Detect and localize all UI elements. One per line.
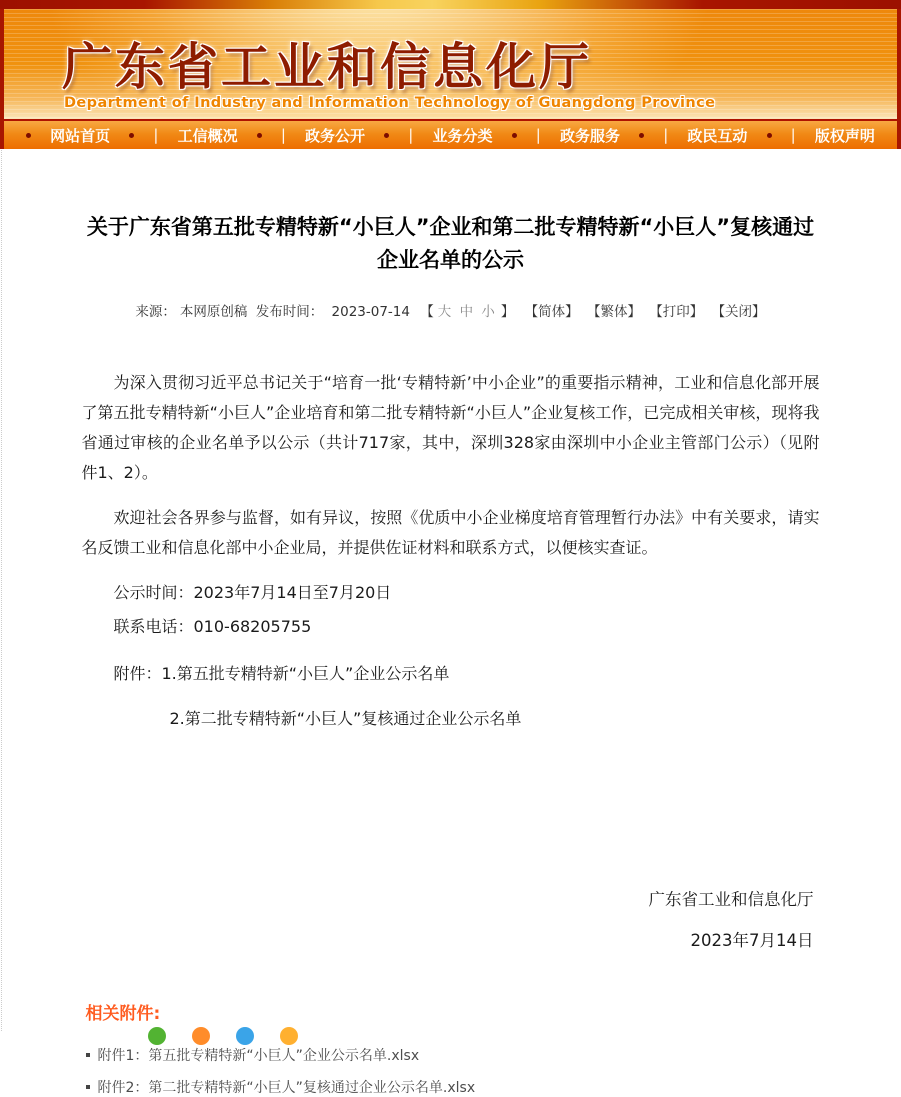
share-icon[interactable] xyxy=(148,1027,166,1045)
paragraph-1: 为深入贯彻习近平总书记关于“培育一批‘专精特新’中小企业”的重要指示精神，工业和信息化部开展了第五批专精特新“小巨人”企业培育和第二批专精特新“小巨人”企业复核工作，已完成相关审核，现将我省通过审核的企业名单予以公示（共计717家，其中，深圳328家由深圳中小企业主管部门公示）（见附件1、2）。 xyxy=(81,373,820,482)
paragraph-2: 欢迎社会各界参与监督，如有异议，按照《优质中小企业梯度培育管理暂行办法》中有关要求，请实名反馈工业和信息化部中小企业局，并提供佐证材料和联系方式，以便核实查证。 xyxy=(81,508,820,557)
share-buttons-row xyxy=(148,1027,298,1045)
nav-dot-icon xyxy=(129,133,134,138)
close-button[interactable]: 【关闭】 xyxy=(711,304,766,320)
meta-date-value: 2023-07-14 xyxy=(331,304,410,320)
attachment-line-2: 2.第二批专精特新“小巨人”复核通过企业公示名单 xyxy=(169,709,522,728)
left-edge-bar xyxy=(0,9,4,149)
attachment-file-1[interactable]: 附件1：第五批专精特新“小巨人”企业公示名单.xlsx xyxy=(97,1048,420,1064)
site-header xyxy=(0,0,901,149)
traditional-button[interactable]: 【繁体】 xyxy=(586,304,641,320)
attachment-link-1[interactable] xyxy=(86,1045,820,1065)
nav-dot-icon xyxy=(384,133,389,138)
meta-source-value: 本网原创稿 xyxy=(179,304,248,320)
font-size-options[interactable]: 大 中 小 xyxy=(437,304,497,320)
main-nav xyxy=(0,119,901,149)
article-meta xyxy=(82,300,820,320)
signature-block xyxy=(82,886,820,951)
font-size-switcher[interactable] xyxy=(418,304,516,320)
publicity-period: 公示时间：2023年7月14日至7月20日 xyxy=(113,583,392,602)
print-button[interactable]: 【打印】 xyxy=(649,304,704,320)
nav-item-home[interactable]: 网站首页 xyxy=(50,126,111,145)
nav-separator: | xyxy=(663,126,669,144)
nav-separator: | xyxy=(153,126,159,144)
share-icon[interactable] xyxy=(280,1027,298,1045)
nav-item-gov-affairs[interactable]: 政务公开 xyxy=(305,126,366,145)
nav-dot-icon xyxy=(639,133,644,138)
nav-item-interaction[interactable]: 政民互动 xyxy=(687,126,748,145)
nav-dot-icon xyxy=(26,133,31,138)
nav-separator: | xyxy=(408,126,414,144)
site-banner xyxy=(0,9,901,119)
nav-separator: | xyxy=(535,126,541,144)
nav-item-business[interactable]: 业务分类 xyxy=(432,126,493,145)
nav-dot-icon xyxy=(512,133,517,138)
related-attachments-list xyxy=(86,1045,820,1097)
nav-dot-icon xyxy=(767,133,772,138)
right-edge-bar xyxy=(897,9,901,149)
attachment-link-2[interactable] xyxy=(86,1077,820,1097)
nav-dot-icon xyxy=(257,133,262,138)
nav-separator: | xyxy=(790,126,796,144)
nav-item-copyright[interactable]: 版权声明 xyxy=(814,126,875,145)
bracket-open: 【 xyxy=(420,304,434,320)
nav-separator: | xyxy=(280,126,286,144)
nav-item-overview[interactable]: 工信概况 xyxy=(177,126,238,145)
attachment-line-1: 附件：1.第五批专精特新“小巨人”企业公示名单 xyxy=(113,664,450,683)
related-attachments xyxy=(82,999,820,1097)
article-content xyxy=(82,211,820,1097)
meta-source-label: 来源： xyxy=(135,304,176,320)
simplified-button[interactable]: 【简体】 xyxy=(524,304,579,320)
signature-department: 广东省工业和信息化厅 xyxy=(648,890,814,909)
article-title: 关于广东省第五批专精特新“小巨人”企业和第二批专精特新“小巨人”复核通过企业名单的公示 xyxy=(86,215,815,272)
page-left-dotted-edge xyxy=(1,150,2,1031)
top-gradient-strip xyxy=(0,0,901,9)
share-icon[interactable] xyxy=(192,1027,210,1045)
attachment-file-2[interactable]: 附件2：第二批专精特新“小巨人”复核通过企业公示名单.xlsx xyxy=(97,1080,476,1096)
meta-time-label: 发布时间： xyxy=(255,304,324,320)
related-attachments-heading: 相关附件: xyxy=(85,1004,161,1024)
nav-item-services[interactable]: 政务服务 xyxy=(559,126,620,145)
site-title: 广东省工业和信息化厅 xyxy=(62,38,592,96)
share-icon[interactable] xyxy=(236,1027,254,1045)
square-bullet-icon xyxy=(86,1085,90,1089)
site-subtitle: Department of Industry and Information Technology of Guangdong Province xyxy=(64,95,716,111)
bracket-close: 】 xyxy=(500,304,515,320)
contact-phone: 联系电话：010-68205755 xyxy=(113,617,312,636)
signature-date: 2023年7月14日 xyxy=(690,931,814,950)
article-body xyxy=(82,368,820,734)
square-bullet-icon xyxy=(86,1053,90,1057)
